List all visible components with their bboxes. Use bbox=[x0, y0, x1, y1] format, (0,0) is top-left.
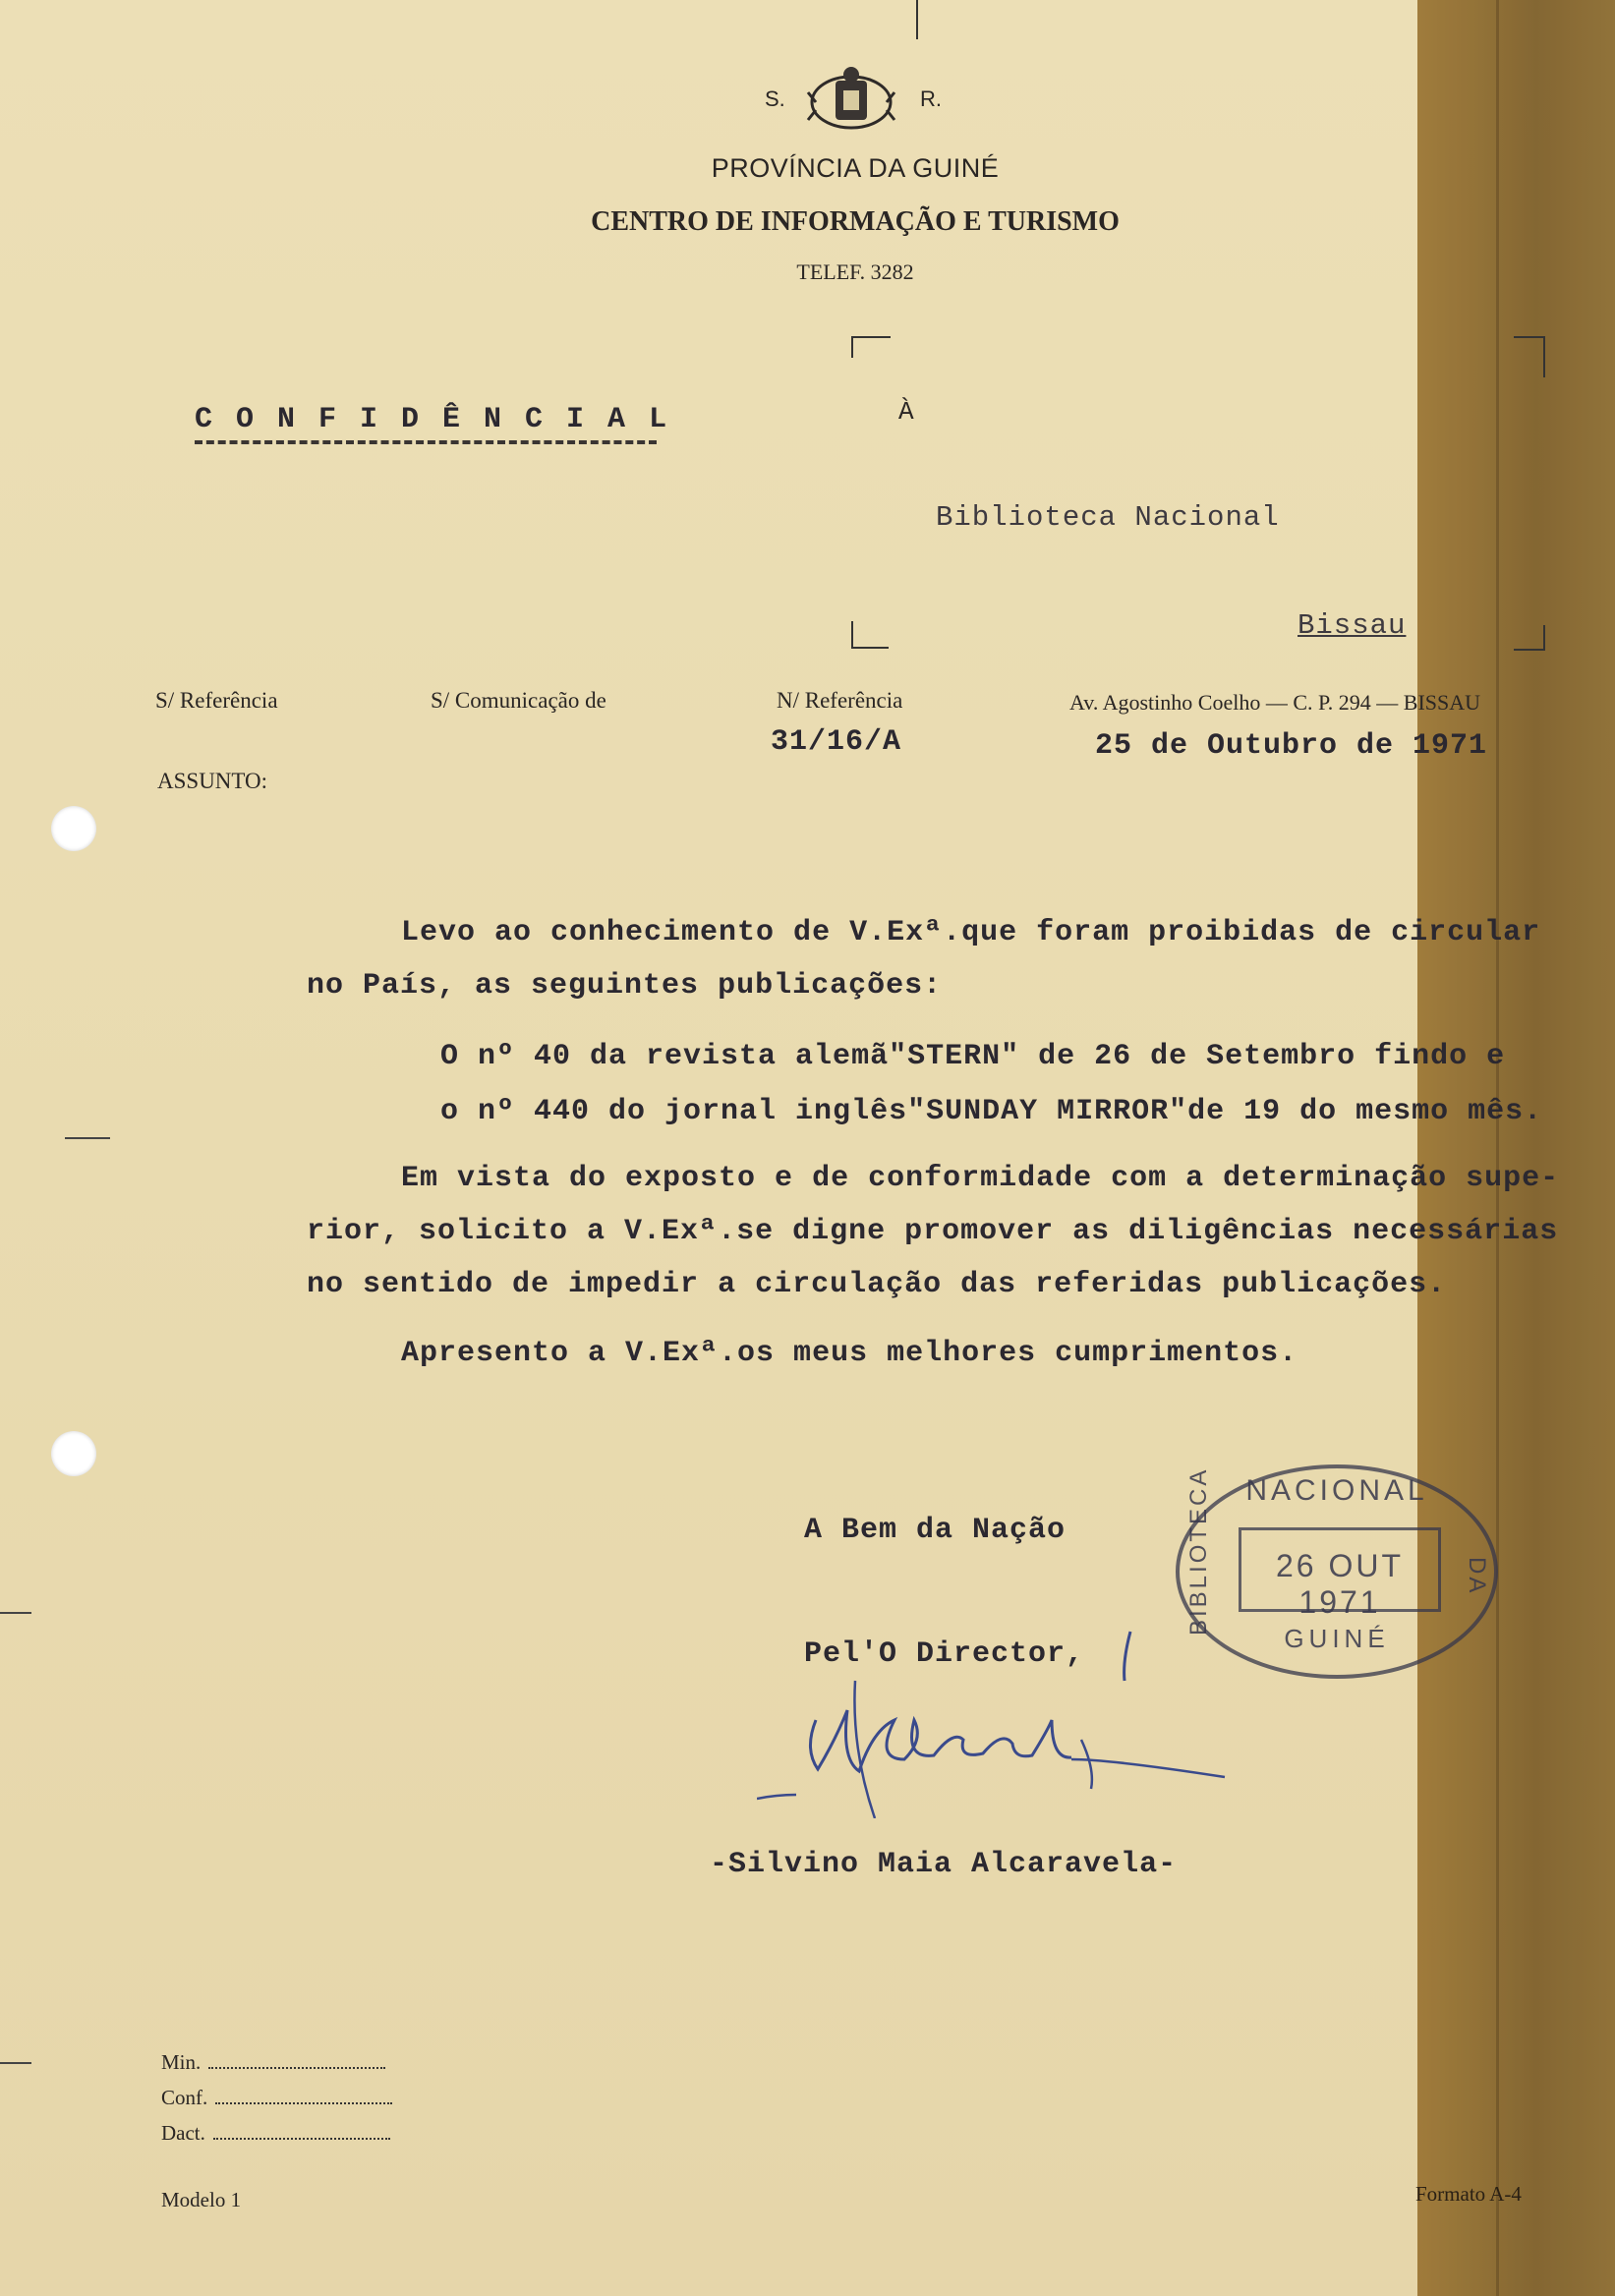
footer-dact-line bbox=[213, 2138, 390, 2140]
letterhead-r: R. bbox=[920, 86, 942, 111]
letter-date: 25 de Outubro de 1971 bbox=[1095, 729, 1488, 763]
closing-motto: A Bem da Nação bbox=[804, 1514, 1067, 1547]
footer-conf-field bbox=[161, 2086, 392, 2110]
your-reference-label: S/ Referência bbox=[155, 688, 278, 713]
body-p2-line2: rior, solicito a V.Exª.se digne promover as diligências necessárias bbox=[307, 1215, 1559, 1248]
body-p2-line3: no sentido de impedir a circulação das referidas publicações. bbox=[307, 1268, 1447, 1301]
coat-of-arms-emblem bbox=[806, 63, 896, 138]
footer-conf-label: Conf. bbox=[161, 2086, 208, 2109]
our-reference-number: 31/16/A bbox=[771, 725, 902, 759]
footer-min-line bbox=[208, 2067, 385, 2069]
sender-address: Av. Agostinho Coelho — C. P. 294 — BISSAU bbox=[1069, 690, 1481, 715]
address-corner-tr bbox=[1514, 336, 1545, 377]
stamp-left-text: BIBLIOTECA bbox=[1185, 1466, 1212, 1636]
margin-mark bbox=[0, 2062, 31, 2064]
closing-on-behalf: Pel'O Director, bbox=[804, 1637, 1085, 1671]
footer-format: Formato A-4 bbox=[1415, 2182, 1522, 2206]
classification-underline bbox=[195, 440, 657, 444]
stamp-top-text: NACIONAL bbox=[1245, 1474, 1428, 1507]
address-corner-br bbox=[1514, 625, 1545, 651]
classification-label: C O N F I D Ê N C I A L bbox=[195, 403, 670, 436]
footer-dact-field bbox=[161, 2121, 390, 2146]
subject-label: ASSUNTO: bbox=[157, 769, 268, 793]
footer-conf-line bbox=[215, 2102, 392, 2104]
handwritten-signature bbox=[757, 1612, 1229, 1818]
margin-mark bbox=[0, 1612, 31, 1614]
stamp-bottom-text: GUINÉ bbox=[1284, 1624, 1390, 1653]
recipient-salutation: À bbox=[898, 397, 914, 427]
address-corner-bl bbox=[851, 621, 889, 649]
stamp-date: 26 OUT 1971 bbox=[1275, 1548, 1405, 1620]
body-p3: Apresento a V.Exª.os meus melhores cumprimentos. bbox=[401, 1337, 1298, 1370]
letterhead-s: S. bbox=[765, 86, 785, 111]
body-item-2: o nº 440 do jornal inglês"SUNDAY MIRROR"de 19 do mesmo mês. bbox=[440, 1095, 1543, 1128]
your-communication-label: S/ Comunicação de bbox=[431, 688, 606, 713]
margin-mark bbox=[65, 1137, 110, 1139]
signatory-name: -Silvino Maia Alcaravela- bbox=[710, 1848, 1178, 1881]
footer-min-field bbox=[161, 2050, 385, 2075]
stamp-right-text: DA bbox=[1464, 1557, 1490, 1596]
footer-dact-label: Dact. bbox=[161, 2121, 205, 2145]
body-p2-line1: Em vista do exposto e de conformidade com a determinação supe- bbox=[401, 1162, 1560, 1195]
body-item-1: O nº 40 da revista alemã"STERN" de 26 de Setembro findo e bbox=[440, 1040, 1506, 1073]
recipient-city: Bissau bbox=[1298, 609, 1407, 642]
stamp-date-box bbox=[1239, 1527, 1441, 1620]
footer-min-label: Min. bbox=[161, 2050, 202, 2074]
body-p1-line2: no País, as seguintes publicações: bbox=[307, 969, 943, 1003]
recipient-name: Biblioteca Nacional bbox=[936, 501, 1280, 534]
punch-hole-top bbox=[51, 806, 96, 851]
centre-title: CENTRO DE INFORMAÇÃO E TURISMO bbox=[591, 206, 1120, 237]
our-reference-label: N/ Referência bbox=[777, 688, 903, 713]
address-corner-tl bbox=[851, 336, 891, 358]
footer-model: Modelo 1 bbox=[161, 2188, 242, 2211]
fold-mark bbox=[916, 0, 918, 39]
library-receipt-stamp bbox=[1176, 1464, 1498, 1679]
province-title: PROVÍNCIA DA GUINÉ bbox=[711, 153, 1000, 183]
punch-hole-bottom bbox=[51, 1431, 96, 1476]
body-p1-line1: Levo ao conhecimento de V.Exª.que foram proibidas de circular bbox=[401, 916, 1541, 949]
phone-number: TELEF. 3282 bbox=[796, 259, 914, 284]
